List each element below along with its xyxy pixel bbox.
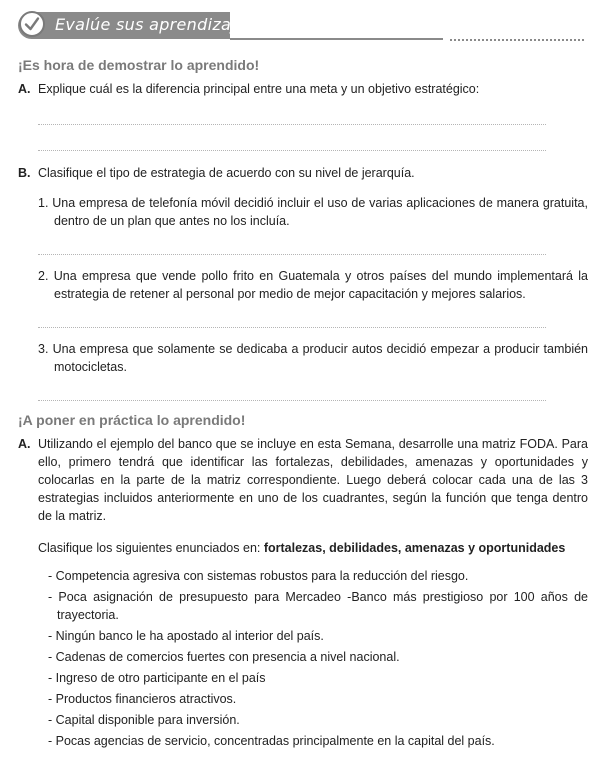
item-number: 2.	[38, 269, 49, 283]
classification-categories: fortalezas, debilidades, amenazas y oportunidades	[263, 541, 566, 555]
statement-item: - Capital disponible para inversión.	[48, 713, 240, 727]
item-text: Una empresa de telefonía móvil decidió incluir el uso de varias aplicaciones de manera gratuita, dentro de un plan que antes no los incluía.	[52, 196, 588, 228]
statement-item: - Cadenas de comercios fuertes con presencia a nivel nacional.	[48, 650, 400, 664]
answer-line[interactable]	[38, 150, 546, 151]
list-item	[38, 267, 588, 303]
question-b	[18, 164, 588, 182]
question-a	[18, 80, 588, 98]
question-b-label: B.	[18, 166, 31, 180]
item-text: Una empresa que solamente se dedicaba a producir autos decidió empezar a producir también motocicletas.	[52, 342, 588, 374]
item-number: 1.	[38, 196, 49, 210]
question-a-label: A.	[18, 82, 31, 96]
list-item	[38, 340, 588, 376]
banner-dotted-rule	[450, 39, 584, 41]
section-heading-practica: ¡A poner en práctica lo aprendido!	[18, 412, 246, 428]
answer-line[interactable]	[38, 400, 546, 401]
statement-item: - Competencia agresiva con sistemas robustos para la reducción del riesgo.	[48, 569, 469, 583]
instruction-prefix: Clasifique los siguientes enunciados en:	[38, 541, 264, 555]
banner-title: Evalúe sus aprendizajes	[55, 15, 255, 34]
page-content	[0, 56, 612, 750]
check-circle-icon	[19, 11, 45, 37]
banner-rule	[230, 38, 443, 40]
practice-a-text: Utilizando el ejemplo del banco que se incluye en esta Semana, desarrolle una matriz FODA. Para ello, primero tendrá que identificar las fortalezas, debilidades, amenazas y oportunidades y colocarlas en la parte de la matriz correspondiente. Luego deberá colocar cada una de las 3 estrategias incluidos anteriormente en uno de los cuadrantes, según la función que tenga dentro de la matriz.	[38, 437, 588, 523]
answer-line[interactable]	[38, 254, 546, 255]
statement-item: - Productos financieros atractivos.	[48, 692, 237, 706]
practice-a	[18, 435, 588, 525]
answer-line[interactable]	[38, 124, 546, 125]
classification-instruction	[38, 539, 588, 557]
question-b-text: Clasifique el tipo de estrategia de acuerdo con su nivel de jerarquía.	[38, 166, 415, 180]
section-heading-demostrar: ¡Es hora de demostrar lo aprendido!	[18, 57, 260, 73]
statement-item: - Ningún banco le ha apostado al interior del país.	[48, 629, 324, 643]
practice-a-label: A.	[18, 437, 31, 451]
item-text: Una empresa que vende pollo frito en Guatemala y otros países del mundo implementará la estrategia de retener al personal por medio de mejor capacitación y mejores salarios.	[53, 269, 588, 301]
list-item	[38, 194, 588, 230]
statement-item: - Ingreso de otro participante en el país	[48, 671, 266, 685]
item-number: 3.	[38, 342, 49, 356]
question-a-text: Explique cuál es la diferencia principal entre una meta y un objetivo estratégico:	[38, 82, 480, 96]
statement-item: - Pocas agencias de servicio, concentradas principalmente en la capital del país.	[48, 734, 495, 748]
statement-item: - Poca asignación de presupuesto para Mercadeo -Banco más prestigioso por 100 años de trayectoria.	[48, 590, 588, 622]
page-header	[0, 0, 612, 48]
answer-line[interactable]	[38, 327, 546, 328]
